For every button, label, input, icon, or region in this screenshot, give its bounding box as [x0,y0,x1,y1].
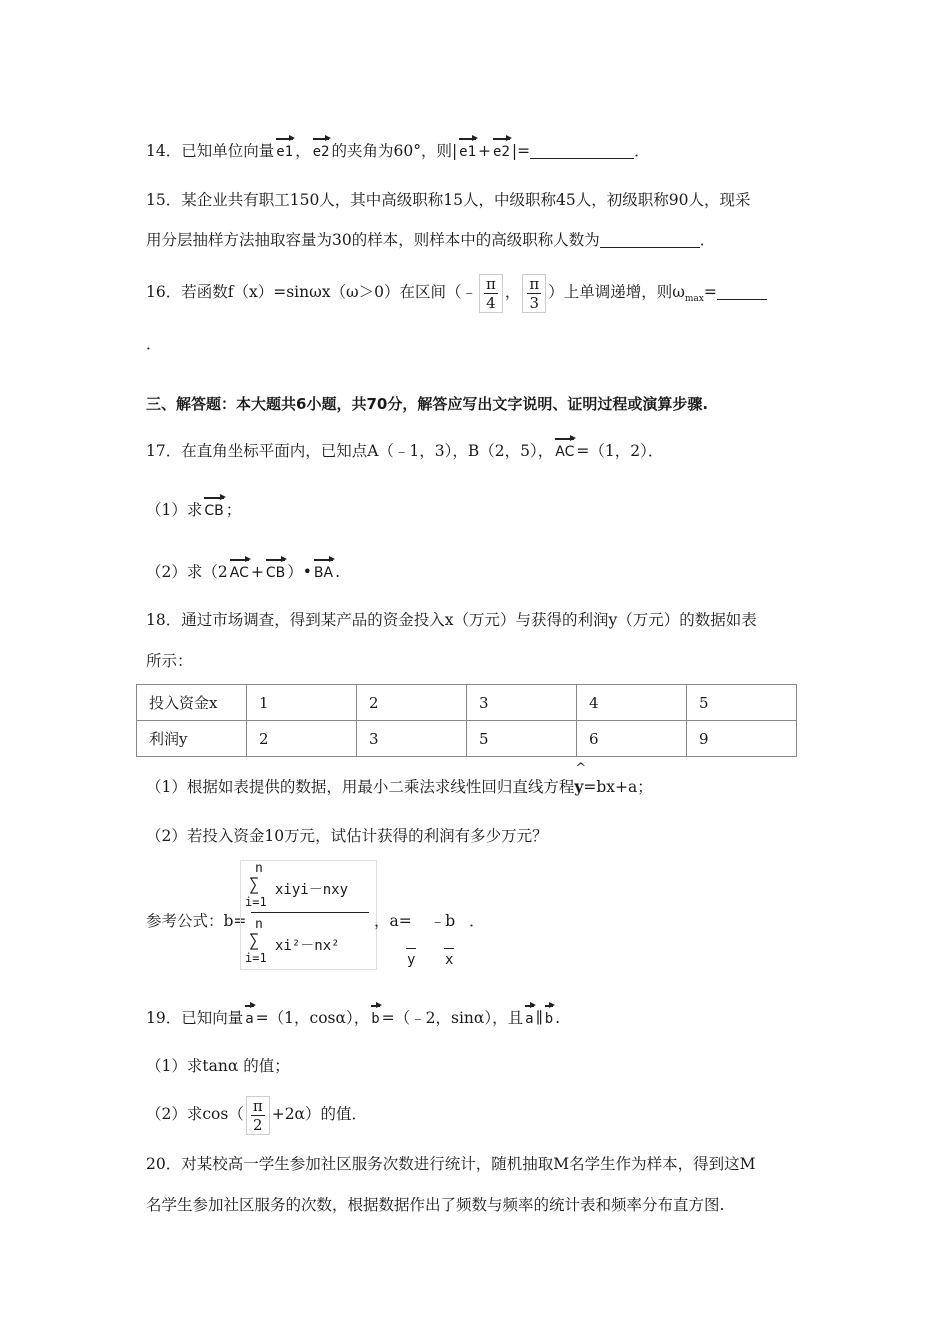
x-bar: x [445,952,454,968]
question-19-stem [146,1007,560,1030]
q19-stem-mid2: =（﹣2，sinα），且 [381,1009,524,1027]
y-bar: y [407,952,416,968]
q17-p1-end: ； [225,501,242,519]
q14-suffix: |= [511,142,531,160]
data-table [136,684,797,757]
frac2-denominator: 3 [529,293,540,312]
table-cell: 利润y [137,721,247,757]
top-index: i=1 [245,895,267,909]
q17-p1-prefix: （1）求 [146,501,203,519]
question-20-line1: 20．对某校高一学生参加社区服务次数进行统计，随机抽取M名学生作为样本，得到这M [146,1155,756,1173]
frac1-denominator: 4 [486,293,496,312]
vector-BA: BA [312,562,335,584]
q19-stem-prefix: 19．已知向量 [146,1009,244,1027]
table-row [137,685,797,721]
question-14 [146,140,650,163]
vector-b: b [369,1008,381,1030]
frac2-numerator: π [529,274,540,293]
question-18-line2: 所示： [146,652,193,670]
ref-mid: ，a= [374,912,412,930]
question-17-part2 [146,561,340,584]
bottom-n: n [255,917,263,932]
answer-blank-15 [600,231,700,248]
question-20-line2: 名学生参加社区服务的次数，根据数据作出了频数与频率的统计表和频率分布直方图. [146,1196,725,1214]
question-18-line1: 18．通过市场调查，得到某产品的资金投入x（万元）与获得的利润y（万元）的数据如表 [146,611,757,629]
table-cell: 6 [577,721,687,757]
table-cell: 投入资金x [137,685,247,721]
vector-AC: AC [553,441,576,463]
q14-prefix: 14．已知单位向量 [146,142,275,160]
question-15-line1: 15．某企业共有职工150人，其中高级职称15人，中级职称45人，初级职称90人，现采 [146,191,751,209]
table-cell: 3 [357,721,467,757]
question-15-line2 [146,229,715,251]
q16-subscript: max [684,294,704,305]
table-cell: 5 [467,721,577,757]
reference-formula-a [374,910,485,932]
section-heading-3: 三、解答题：本大题共6小题，共70分，解答应写出文字说明、证明过程或演算步骤. [146,395,709,413]
vector-AC-2: AC [228,562,251,584]
vector-CB-2: CB [264,562,287,584]
table-cell: 2 [357,685,467,721]
q17-plus: + [250,563,264,581]
frac-numerator: π [252,1096,263,1115]
frac-denominator: 2 [253,1115,263,1134]
question-18-part2: （2）若投入资金10万元，试估计获得的利润有多少万元？ [146,827,548,845]
vector-e1-sum: e1 [457,141,478,163]
table-cell: 3 [467,685,577,721]
table-cell: 1 [247,685,357,721]
numerator-expression: xiyi－nxy [275,882,349,898]
vector-e2-sum: e2 [491,141,512,163]
q15-end: ． [699,231,716,249]
answer-blank-14 [530,142,634,159]
answer-blank-16 [717,283,767,300]
q17-dot: ）• [287,563,312,581]
parallel-symbol: ∥ [535,1009,543,1027]
q19-p2-suffix: +2α）的值． [271,1105,368,1123]
q19-p2-prefix: （2）求cos（ [146,1105,244,1123]
table-cell: 4 [577,685,687,721]
table-cell: 9 [687,721,797,757]
q14-plus: + [478,142,492,160]
q14-end: ． [634,142,650,160]
frac1-numerator: π [485,274,496,293]
reference-formula-label: 参考公式：b= [146,912,247,930]
q19-stem-mid1: =（1，cosα）， [255,1009,370,1027]
q16-suffix: ）上单调递增，则ω [548,283,685,301]
vector-a-2: a [523,1008,535,1030]
question-19-part1: （1）求tanα 的值； [146,1057,290,1075]
q19-stem-end: . [555,1009,561,1027]
denominator-expression: xi²－nx² [275,938,340,954]
ref-end: ． [469,912,485,930]
q14-mid: 的夹角为60°，则| [331,142,458,160]
fraction-bar [251,912,369,913]
vector-e2: e2 [311,141,332,163]
table-cell: 2 [247,721,357,757]
q16-comma: ， [504,283,521,301]
y-hat: ^ y [574,776,583,798]
q16-eq: = [703,283,717,301]
q18-p1-end: =bx+a； [583,778,653,796]
q15-line2-text: 用分层抽样方法抽取容量为30的样本，则样本中的高级职称人数为 [146,231,600,249]
least-squares-formula [240,860,377,970]
q17-p2-end: . [335,563,341,581]
vector-CB: CB [202,500,225,522]
question-19-part2 [146,1092,367,1136]
fraction-pi-over-3 [522,274,546,313]
q16-prefix: 16．若函数f（x）=sinωx（ω＞0）在区间（﹣ [146,283,477,301]
q17-stem: 17．在直角坐标平面内，已知点A（﹣1，3），B（2，5）， [146,442,554,460]
q17-p2-prefix: （2）求（2 [146,563,228,581]
question-17-stem [146,440,663,463]
vector-b-2: b [543,1008,555,1030]
vector-e1: e1 [274,141,295,163]
q18-p1-prefix: （1）根据如表提供的数据，用最小二乘法求线性回归直线方程 [146,778,575,796]
fraction-pi-over-2 [246,1096,270,1135]
bottom-sum-symbol: ∑ [249,931,260,951]
question-17-part1 [146,499,241,522]
q14-comma: ， [295,142,311,160]
top-sum-symbol: ∑ [249,875,260,895]
q17-stem-end: =（1，2）． [576,442,664,460]
table-row [137,721,797,757]
question-16 [146,270,767,321]
question-18-part1 [146,776,653,798]
bottom-index: i=1 [245,951,267,965]
ref-minus-b: ﹣b [429,912,456,930]
vector-a: a [243,1008,255,1030]
table-cell: 5 [687,685,797,721]
fraction-pi-over-4 [479,274,503,313]
q16-trailing-dot: ． [146,335,162,353]
top-n: n [255,861,263,876]
